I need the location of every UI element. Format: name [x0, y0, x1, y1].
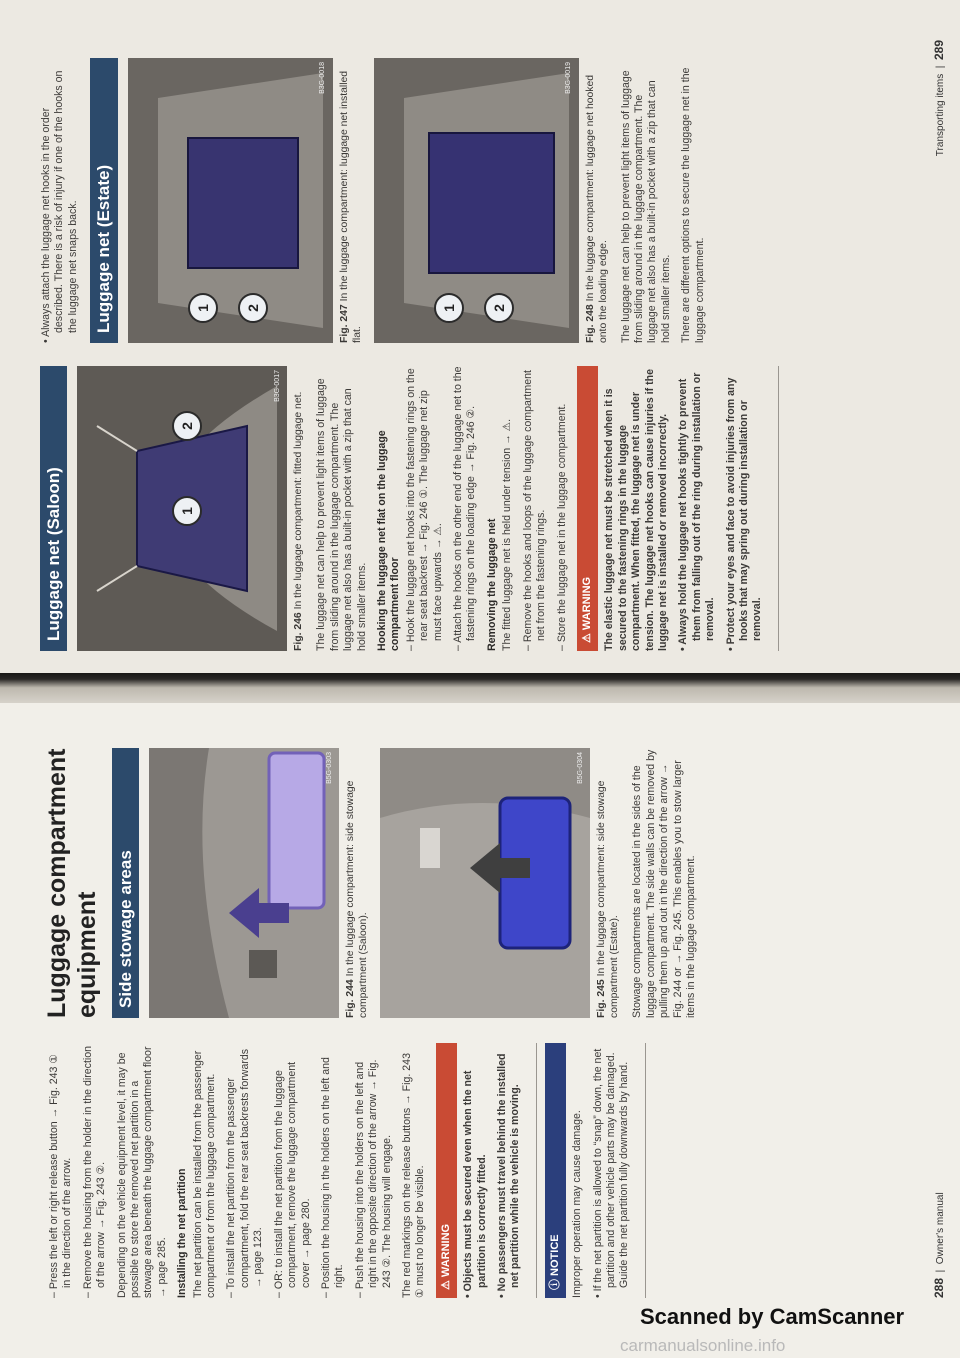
notice-intro: Improper operation may cause damage. [571, 1110, 584, 1298]
left-footer: 288 | Owner's manual [932, 1192, 946, 1298]
figure-246 [77, 366, 287, 651]
figure-caption: Fig. 244 In the luggage compartment: side stowage compartment (Saloon). [345, 780, 370, 1018]
site-watermark: carmanualsonline.info [620, 1336, 786, 1355]
figure-245 [380, 748, 590, 1018]
storage-paragraph: Depending on the vehicle equipment level, it may be possible to store the removed net partition in a stowage area beneath the luggage compartment floor → page 285. [115, 1046, 168, 1298]
callout-1: 1 [434, 293, 464, 323]
section-bar-side-stowage: Side stowage areas [112, 748, 139, 1018]
page-number: 288 [932, 1277, 946, 1298]
figure-id: B3G-0019 [565, 62, 573, 94]
figure-247 [128, 58, 333, 343]
scanner-watermark: Scanned by CamScanner [640, 1304, 905, 1329]
figure-caption: Fig. 246 In the luggage compartment: fitted luggage net. [293, 391, 305, 651]
step-item: – Remove the hooks and loops of the luggage compartment net from the fastening rings. [521, 370, 548, 651]
warning-bullet: • No passengers must travel behind the installed net partition while the vehicle is moving. [495, 1053, 522, 1298]
net-paragraph: The luggage net can help to prevent light items of luggage from sliding around in the luggage compartment. The luggage net also has a built-in pocket with a zip that can hold smaller items. [619, 70, 672, 343]
step-item: – Hook the luggage net hooks into the fastening rings on the rear seat backrest → Fig. 246 ①. The luggage net zip must face upwards → ⚠. [404, 368, 444, 651]
step-item: – Attach the hooks on the other end of the luggage net to the fastening rings on the loading edge → Fig. 246 ②. [452, 366, 478, 651]
remove-heading: Removing the luggage net [485, 518, 498, 651]
warning-bullet: • Protect your eyes and face to avoid injuries from any hooks that may spring out during installation or removal. [724, 377, 764, 651]
step-item: – Push the housing into the holders on the left and right in the opposite direction of the arrow → Fig. 243 ②. The housing will engage. [353, 1059, 393, 1298]
figure-caption: Fig. 248 In the luggage compartment: luggage net hooked onto the loading edge. [584, 74, 609, 343]
callout-1: 1 [188, 293, 218, 323]
left-column-1 [48, 1043, 646, 1298]
left-page [0, 698, 960, 1358]
callout-2: 2 [172, 411, 202, 441]
footer-label: Transporting items [935, 73, 946, 157]
figure-248 [374, 58, 579, 343]
right-page [0, 0, 960, 673]
luggage-side-panel-saloon-image [149, 748, 339, 1018]
step-item: – Press the left or right release button → Fig. 243 ① in the direction of the arrow. [48, 1054, 74, 1298]
left-column-2 [42, 748, 705, 1018]
step-item: – OR: to install the net partition from the luggage compartment, remove the luggage compartment cover → page 280. [272, 1061, 312, 1298]
luggage-net-estate-flat-image [128, 58, 333, 343]
callout-2: 2 [484, 293, 514, 323]
step-item: – To install the net partition from the passenger compartment, fold the rear seat backrests forwards → page 123. [225, 1048, 265, 1298]
section-bar-luggage-net-estate: Luggage net (Estate) [90, 58, 117, 343]
figure-id: B5G-0304 [577, 752, 584, 784]
warning-bullet: • Objects must be secured even when the net partition is correctly fitted. [462, 1070, 488, 1298]
right-column-4 [40, 58, 714, 343]
section-bar-luggage-net-saloon: Luggage net (Saloon) [40, 366, 67, 651]
attach-bullet: • Always attach the luggage net hooks in the order described. There is a risk of injury if one of the hooks on the luggage net snaps back. [40, 70, 79, 343]
book-gutter [0, 669, 960, 703]
step-item: – Position the housing in the holders on the left and right. [319, 1057, 346, 1298]
right-footer: Transporting items | 289 [932, 40, 946, 157]
figure-id: B3G-0017 [274, 370, 281, 402]
luggage-side-panel-estate-image [380, 748, 590, 1018]
figure-244 [149, 748, 339, 1018]
warning-bullet: • Always hold the luggage net hooks tightly to prevent them from falling out of the ring during installation or removal. [677, 372, 717, 651]
figure-caption: Fig. 247 In the luggage compartment: luggage net installed flat. [338, 70, 363, 343]
page-number: 289 [932, 40, 946, 61]
net-paragraph: The luggage net can help to prevent light items of luggage from sliding around in the luggage compartment. The luggage net also has a built-in pocket with a zip that can hold smaller items. [315, 378, 368, 651]
figure-id: B5G-0303 [326, 752, 333, 784]
warning-box-body [457, 1043, 537, 1298]
warning-box-title: ⚠ WARNING [436, 1043, 457, 1298]
step-item: – Store the luggage net in the luggage compartment. [555, 403, 568, 651]
warning-box-body [598, 366, 778, 651]
side-stowage-paragraph: Stowage compartments are located in the sides of the luggage compartment. The side walls can be removed by pulling them up and out in the direction of the arrow → Fig. 244 or → Fig. 245. This enables you to stow larger items in the luggage compartment. [631, 749, 698, 1018]
options-paragraph: There are different options to secure the luggage net in the luggage compartment. [680, 67, 706, 343]
step-item: – Remove the housing from the holder in the direction of the arrow → Fig. 243 ②. [81, 1045, 108, 1298]
warning-box-title: ⚠ WARNING [577, 366, 598, 651]
chapter-title: Luggage compartment equipment [43, 748, 101, 1018]
callout-1: 1 [172, 496, 202, 526]
figure-caption: Fig. 245 In the luggage compartment: side stowage compartment (Estate). [596, 780, 621, 1018]
callout-2: 2 [238, 293, 268, 323]
notice-bullet: • If the net partition is allowed to “snap” down, the net partition and other vehicle parts may be damaged. Guide the net partition fully downwards by hand. [591, 1048, 631, 1298]
remove-paragraph: The fitted luggage net is held under tension → ⚠. [501, 418, 514, 651]
install-paragraph: The net partition can be installed from the passenger compartment or from the luggage compartment. [191, 1050, 218, 1298]
markings-paragraph: The red markings on the release buttons → Fig. 243 ① must no longer be visible. [400, 1053, 427, 1298]
figure-id: B3G-0018 [319, 62, 327, 94]
right-column-3 [40, 366, 779, 651]
notice-box-body [566, 1043, 646, 1298]
notice-box-title: ⓘ NOTICE [545, 1043, 566, 1298]
footer-label: Owner's manual [935, 1192, 946, 1265]
hook-heading: Hooking the luggage net flat on the luggage compartment floor [376, 430, 402, 651]
luggage-net-estate-edge-image [374, 58, 579, 343]
install-heading: Installing the net partition [176, 1168, 189, 1298]
warning-intro: The elastic luggage net must be stretched when it is secured to the fastening rings in the luggage compartment. When fitted, the luggage net is under tension. The luggage net hooks can cause injuries if the luggage net is installed or removed incorrectly. [603, 369, 669, 651]
